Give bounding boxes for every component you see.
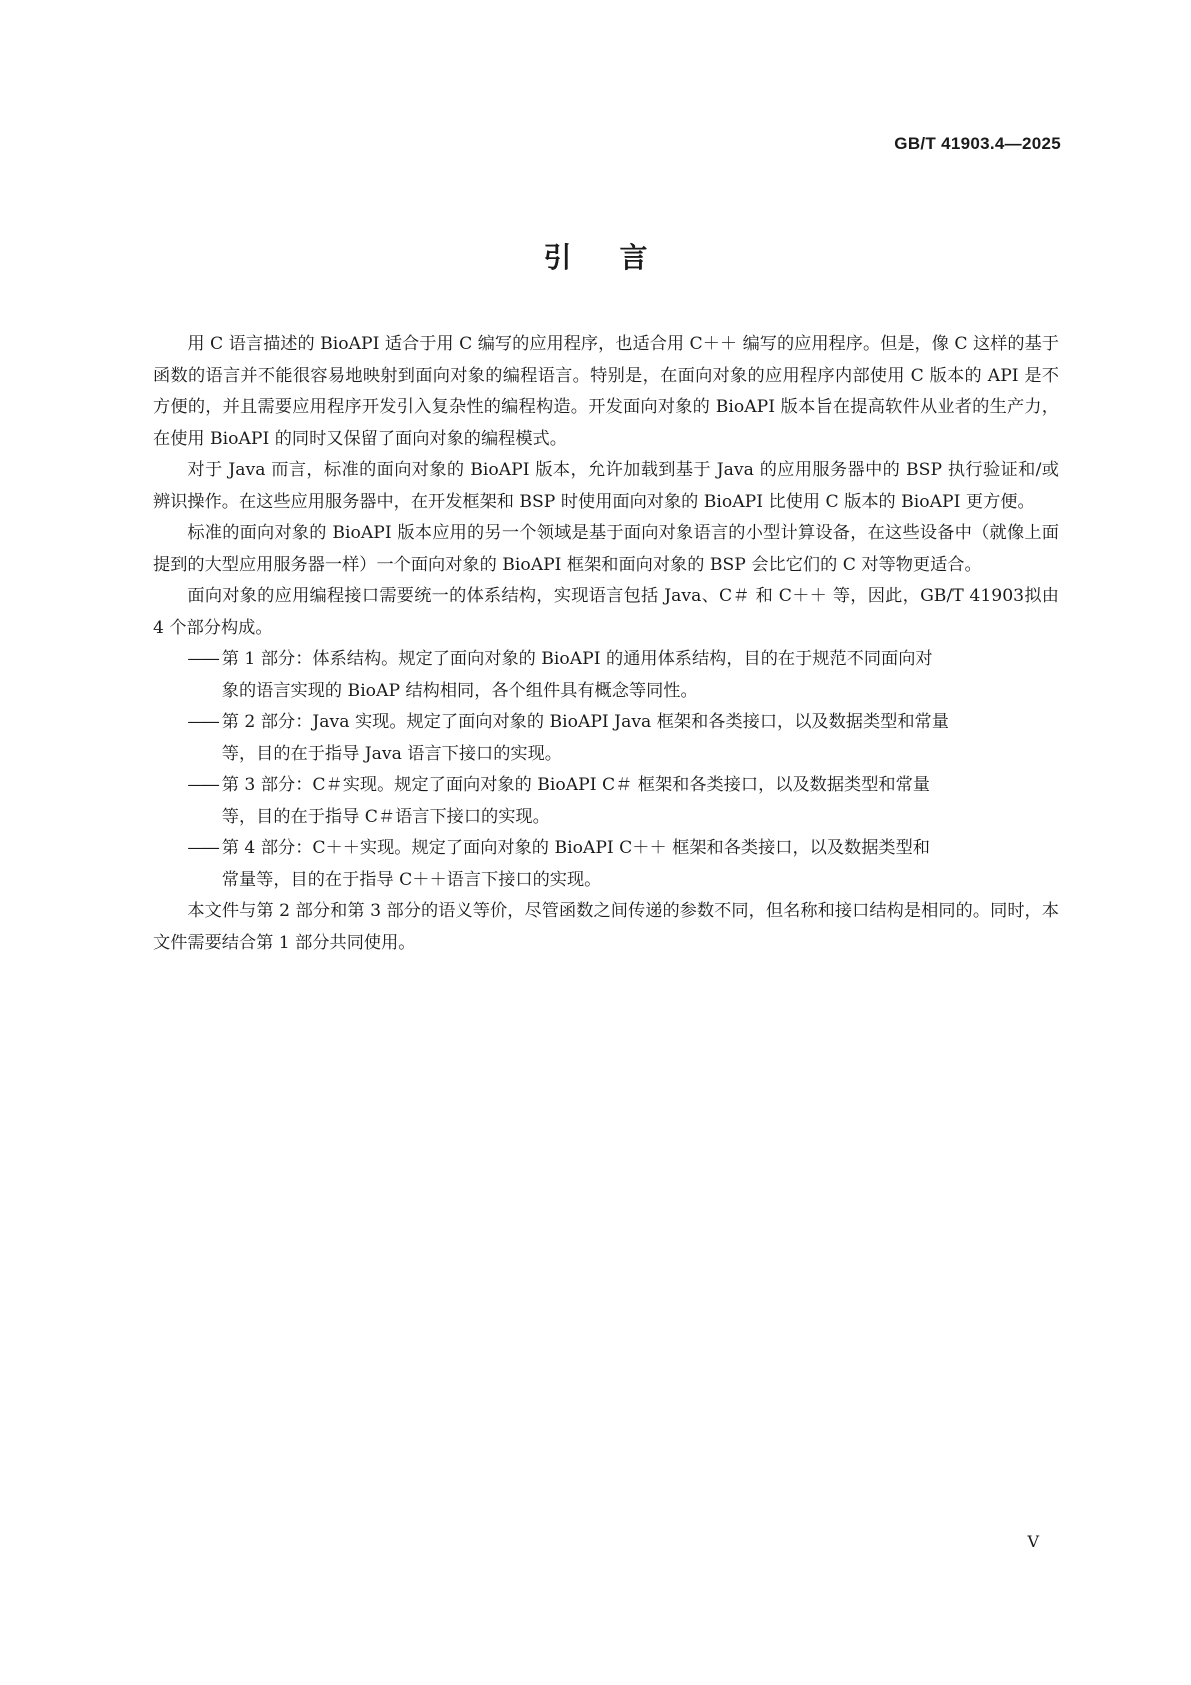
list-item bbox=[153, 770, 1059, 833]
standard-code: GB/T 41903.4—2025 bbox=[894, 134, 1061, 153]
list-item-text: 第 1 部分：体系结构。规定了面向对象的 BioAPI 的通用体系结构，目的在于规范不同面向对 bbox=[221, 649, 933, 669]
list-item bbox=[153, 707, 1059, 770]
paragraph: 用 C 语言描述的 BioAPI 适合于用 C 编写的应用程序，也适合用 C＋＋ 编写的应用程序。但是，像 C 这样的基于函数的语言并不能很容易地映射到面向对象的编程语言。特别是，在面向对象的应用程序内部使用 C 版本的 API 是不方便的，并且需要应用程序开发引入复杂性的编程构造。开发面向对象的 BioAPI 版本旨在提高软件从业者的生产力，在使用 BioAPI 的同时又保留了面向对象的编程模式。 bbox=[153, 334, 1059, 449]
list-item bbox=[153, 833, 1059, 896]
document-body bbox=[153, 329, 1059, 959]
list-item bbox=[153, 644, 1059, 707]
list-item-text: 第 4 部分：C＋＋实现。规定了面向对象的 BioAPI C＋＋ 框架和各类接口，以及数据类型和 bbox=[221, 838, 930, 858]
list-item-text: 第 3 部分：C＃实现。规定了面向对象的 BioAPI C＃ 框架和各类接口，以及数据类型和常量 bbox=[221, 775, 930, 795]
paragraph: 对于 Java 而言，标准的面向对象的 BioAPI 版本，允许加载到基于 Java 的应用服务器中的 BSP 执行验证和/或辨识操作。在这些应用服务器中，在开发框架和 BSP 时使用面向对象的 BioAPI 比使用 C 版本的 BioAPI 更方便。 bbox=[153, 460, 1059, 512]
page-title: 引言 bbox=[543, 241, 696, 274]
list-dash: —— bbox=[187, 712, 218, 732]
closing-paragraph: 本文件与第 2 部分和第 3 部分的语义等价，尽管函数之间传递的参数不同，但名称和接口结构是相同的。同时，本文件需要结合第 1 部分共同使用。 bbox=[153, 901, 1059, 953]
list-item-continuation: 常量等，目的在于指导 C＋＋语言下接口的实现。 bbox=[221, 869, 602, 890]
list-item-text: 第 2 部分：Java 实现。规定了面向对象的 BioAPI Java 框架和各类接口，以及数据类型和常量 bbox=[221, 712, 949, 732]
paragraph: 面向对象的应用编程接口需要统一的体系结构，实现语言包括 Java、C＃ 和 C＋＋ 等，因此，GB/T 41903拟由 4 个部分构成。 bbox=[153, 586, 1059, 638]
list-item-continuation: 等，目的在于指导 Java 语言下接口的实现。 bbox=[221, 743, 562, 764]
list-dash: —— bbox=[187, 838, 218, 858]
list-item-continuation: 等，目的在于指导 C＃语言下接口的实现。 bbox=[221, 806, 550, 827]
list-dash: —— bbox=[187, 649, 218, 669]
list-item-continuation: 象的语言实现的 BioAP 结构相同，各个组件具有概念等同性。 bbox=[221, 680, 698, 701]
list-dash: —— bbox=[187, 775, 218, 795]
page-number: V bbox=[1027, 1532, 1039, 1551]
paragraph: 标准的面向对象的 BioAPI 版本应用的另一个领域是基于面向对象语言的小型计算设备，在这些设备中（就像上面提到的大型应用服务器一样）一个面向对象的 BioAPI 框架和面向对象的 BSP 会比它们的 C 对等物更适合。 bbox=[153, 523, 1059, 575]
